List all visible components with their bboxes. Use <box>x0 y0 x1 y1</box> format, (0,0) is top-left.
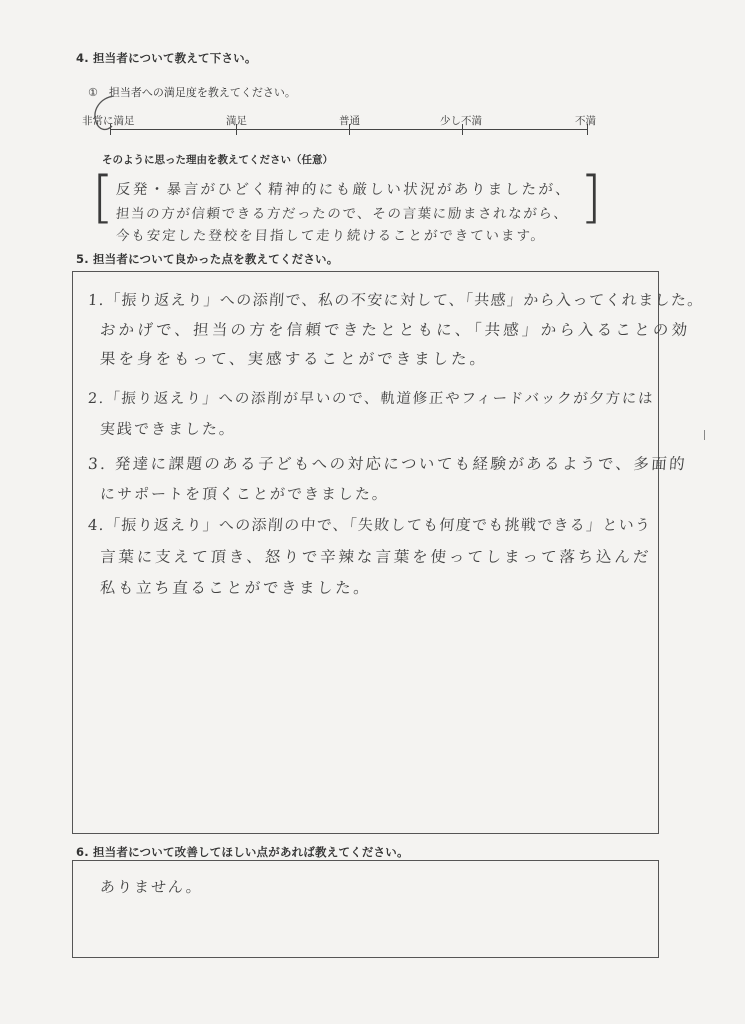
reason-line: 担当の方が信頼できる方だったので、その言葉に励まされながら、 <box>115 206 570 222</box>
good-point-line: 2.「振り返えり」への添削が早いので、軌道修正やフィードバックが夕方には <box>87 391 655 407</box>
good-point-line: 3. 発達に課題のある子どもへの対応についても経験があるようで、多面的 <box>87 455 688 473</box>
left-bracket: [ <box>92 165 114 230</box>
reason-label: そのように思った理由を教えてください（任意） <box>102 154 333 166</box>
reason-line: 今も安定した登校を目指して走り続けることができています。 <box>115 228 547 244</box>
scale-option-satisfied[interactable]: 満足 <box>226 115 247 127</box>
satisfaction-question: ① 担当者への満足度を教えてください。 <box>88 86 296 99</box>
good-point-line: にサポートを頂くことができました。 <box>99 485 390 503</box>
section5-title: 5. 担当者について良かった点を教えてください。 <box>76 252 339 266</box>
good-point-line: 1.「振り返えり」への添削で、私の不安に対して、「共感」から入ってくれました。 <box>87 291 705 309</box>
good-point-line: 4.「振り返えり」への添削の中で、「失敗しても何度でも挑戦できる」という <box>87 516 652 534</box>
good-point-line: 言葉に支えて頂き、怒りで辛辣な言葉を使ってしまって落ち込んだ <box>99 548 652 566</box>
improvement-box <box>72 860 659 958</box>
improvement-answer: ありません。 <box>99 878 204 896</box>
section4-title: 4. 担当者について教えて下さい。 <box>76 51 257 65</box>
scale-option-somewhat-dissatisfied[interactable]: 少し不満 <box>440 115 482 127</box>
reason-line: 反発・暴言がひどく精神的にも厳しい状況がありましたが、 <box>115 182 573 198</box>
good-point-line: おかげで、担当の方を信頼できたとともに、「共感」から入ることの効 <box>99 321 691 339</box>
good-point-line: 私も立ち直ることができました。 <box>99 579 373 597</box>
right-bracket: ] <box>580 165 602 230</box>
page-edge-mark <box>704 430 705 440</box>
selection-circle-mark <box>90 92 126 136</box>
good-point-line: 実践できました。 <box>99 420 237 438</box>
scale-option-very-satisfied[interactable]: 非常に満足 <box>82 115 135 127</box>
section6-title: 6. 担当者について改善してほしい点があれば教えてください。 <box>76 845 409 859</box>
good-point-line: 果を身をもって、実感することができました。 <box>99 350 489 368</box>
scale-option-neutral[interactable]: 普通 <box>339 115 360 127</box>
scale-option-dissatisfied[interactable]: 不満 <box>575 115 596 127</box>
